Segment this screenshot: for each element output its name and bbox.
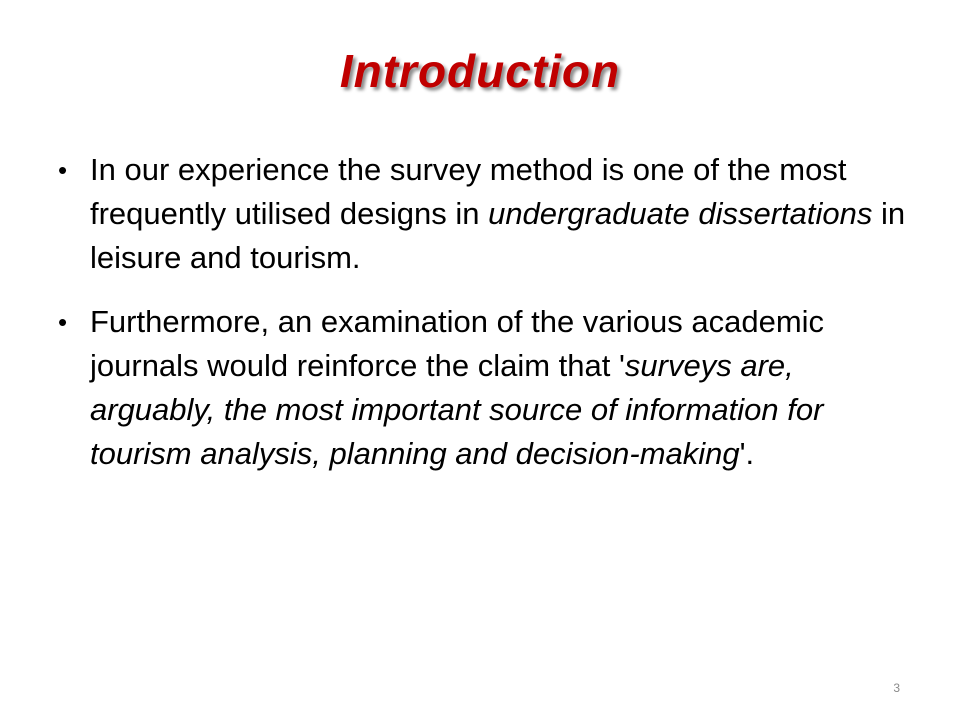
- bullet-text-1-part-2: in leisure and tourism.: [90, 196, 906, 275]
- page-number: 3: [893, 681, 900, 695]
- bullet-item-2: [56, 300, 916, 476]
- bullet-text-2-part-2: '.: [739, 436, 755, 471]
- slide-title: Introduction: [339, 45, 621, 97]
- bullet-text-2-quote: surveys are, arguably, the most important source of information for tourism analysis, planning and decision-making: [90, 348, 824, 471]
- bullet-text-1-part-1: In our experience the survey method is one of the most frequently utilised designs in: [90, 152, 847, 231]
- bullet-dot-icon: •: [58, 155, 68, 185]
- bullet-text-1-emphasis: undergraduate dissertations: [488, 196, 873, 231]
- bullet-text-2-part-1: Furthermore, an examination of the various academic journals would reinforce the claim that ': [90, 304, 825, 383]
- bullet-item-1: [56, 148, 916, 280]
- bullet-dot-icon: •: [58, 307, 68, 337]
- bullet-list: [56, 148, 916, 496]
